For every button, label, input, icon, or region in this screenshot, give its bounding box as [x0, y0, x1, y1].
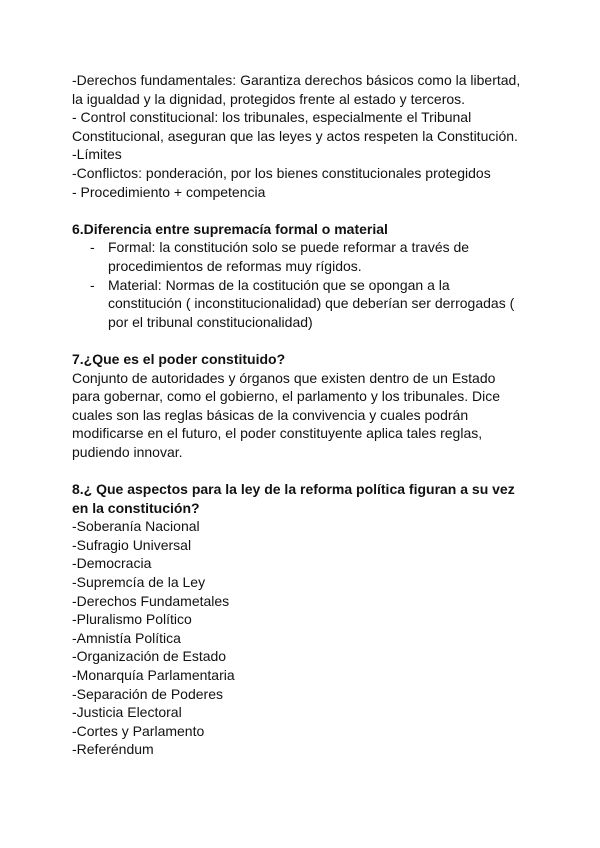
intro-block [72, 71, 540, 201]
section-7-line: pudiendo innovar. [72, 443, 183, 460]
intro-line: -Derechos fundamentales: Garantiza derechos básicos como la libertad, [72, 72, 521, 88]
list-item-line: por el tribunal constitucionalidad) [108, 313, 313, 330]
section-8-item: -Cortes y Parlamento [72, 722, 205, 739]
section-7-heading: 7.¿Que es el poder constituido? [72, 350, 286, 367]
intro-line: la igualdad y la dignidad, protegidos frente al estado y terceros. [72, 90, 466, 107]
paragraph-gap [72, 331, 540, 350]
intro-line: Constitucional, aseguran que las leyes y actos respeten la Constitución. [72, 127, 518, 144]
section-8-item: -Monarquía Parlamentaria [72, 667, 235, 683]
list-item-line: Formal: la constitución solo se puede reformar a través de [108, 239, 470, 256]
list-item-line: procedimientos de reformas muy rígidos. [108, 257, 362, 274]
intro-line: - Control constitucional: los tribunales, especialmente el Tribunal [72, 109, 472, 126]
intro-line: -Límites [72, 146, 122, 163]
section-6 [72, 220, 540, 332]
section-8-item: -Separación de Poderes [72, 685, 223, 702]
dash-bullet: - [90, 239, 95, 256]
paragraph-gap [72, 461, 540, 480]
section-8-item: -Sufragio Universal [72, 536, 192, 553]
section-8-item: -Justicia Electoral [72, 704, 182, 721]
list-item [72, 276, 540, 332]
section-8-heading: en la constitución? [72, 499, 200, 516]
section-8-item: -Supremcía de la Ley [72, 574, 206, 591]
section-7-line: para gobernar, como el gobierno, el parlamento y los tribunales. Dice [72, 388, 501, 405]
section-8-item: -Derechos Fundametales [72, 592, 230, 609]
list-item [72, 238, 540, 275]
section-6-list [72, 238, 540, 331]
section-8-heading: 8.¿ Que aspectos para la ley de la reforma política figuran a su vez [72, 481, 515, 498]
section-8-item: -Soberanía Nacional [72, 518, 200, 535]
section-8-item: -Organización de Estado [72, 648, 227, 665]
section-8-item: -Pluralismo Político [72, 611, 192, 628]
list-item-line: constitución ( inconstitucionalidad) que deberían ser derrogadas ( [108, 295, 515, 312]
section-8-item: -Referéndum [72, 741, 154, 758]
section-7-line: Conjunto de autoridades y órganos que existen dentro de un Estado [72, 369, 496, 386]
section-8 [72, 480, 540, 759]
section-6-heading: 6.Diferencia entre supremacía formal o material [72, 220, 388, 237]
section-8-item: -Amnistía Política [72, 629, 181, 646]
dash-bullet: - [90, 276, 95, 293]
list-item-line: Material: Normas de la costitución que se opongan a la [108, 276, 450, 293]
section-7-line: modificarse en el futuro, el poder constituyente aplica tales reglas, [72, 425, 483, 442]
paragraph-gap [72, 201, 540, 220]
section-7-line: cuales son las reglas básicas de la convivencia y cuales podrán [72, 406, 469, 423]
section-8-item: -Democracia [72, 555, 152, 572]
intro-line: - Procedimiento + competencia [72, 183, 266, 200]
intro-line: -Conflictos: ponderación, por los bienes constitucionales protegidos [72, 164, 491, 181]
section-7 [72, 350, 540, 462]
